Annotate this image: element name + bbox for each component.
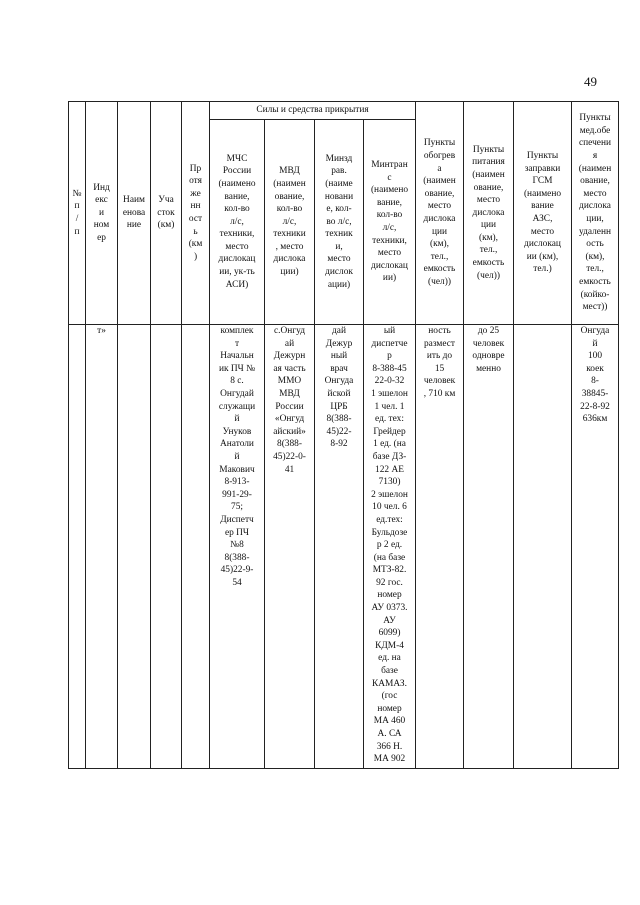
header-fuel: Пункты заправки ГСМ (наимено вание АЗС, место дислокац ии (км), тел.): [514, 102, 572, 325]
header-heating: Пункты обогрев а (наимен ование, место дислока ции (км), тел., емкость (чел)): [416, 102, 464, 325]
header-minzdrav: Минзд рав. (наиме новани е, кол- во л/с, техник и, место дислок ации): [315, 120, 364, 325]
cell-mvd: с.Онгуд ай Дежурн ая часть ММО МВД России «Онгуд айский» 8(388- 45)22-0- 41: [265, 325, 315, 769]
header-row-top: [69, 102, 619, 120]
header-forces-group: Силы и средства прикрытия: [210, 102, 416, 120]
cell-index: т»: [86, 325, 118, 769]
header-mvd: МВД (наимен ование, кол-во л/с, техники , место дислока ции): [265, 120, 315, 325]
cell-medical: Онгуда й 100 коек 8- 38845- 22-8-92 636км: [572, 325, 619, 769]
forces-table: [68, 101, 619, 769]
header-index: Инд екс и ном ер: [86, 102, 118, 325]
header-num: № п / п: [69, 102, 86, 325]
table-row: [69, 325, 619, 769]
header-food: Пункты питания (наимен ование, место дислока ции (км), тел., емкость (чел)): [464, 102, 514, 325]
header-medical: Пункты мед.обе спечени я (наимен ование, место дислока ции, удаленн ость (км), тел., емкость (койко- мест)): [572, 102, 619, 325]
cell-name: [118, 325, 151, 769]
header-section: Уча сток (км): [151, 102, 182, 325]
cell-section: [151, 325, 182, 769]
cell-mchs: комплек т Начальн ик ПЧ № 8 с. Онгудай служащи й Унуков Анатоли й Макович 8-913- 991-29- 75; Диспетч ер ПЧ №8 8(388- 45)22-9- 54: [210, 325, 265, 769]
header-mintrans: Минтран с (наимено вание, кол-во л/с, техники, место дислокац ии): [364, 120, 416, 325]
cell-food: до 25 человек одновре менно: [464, 325, 514, 769]
cell-minzdrav: дай Дежур ный врач Онгуда йской ЦРБ 8(388- 45)22- 8-92: [315, 325, 364, 769]
cell-mintrans: ый диспетче р 8-388-45 22-0-32 1 эшелон 1 чел. 1 ед. тех: Грейдер 1 ед. (на базе ДЗ- 122 АЕ 7130) 2 эшелон 10 чел. 6 ед.тех: Бульдозе р 2 ед. (на базе МТЗ-82. 92 гос. номер АУ 0373. АУ 6099) КДМ-4 ед. на базе КАМАЗ. (гос номер МА 460 А. СА 366 Н. МА 902: [364, 325, 416, 769]
cell-num: [69, 325, 86, 769]
header-mchs: МЧС России (наимено вание, кол-во л/с, техники, место дислокац ии, ук-ть АСИ): [210, 120, 265, 325]
page-number: 49: [584, 74, 597, 89]
header-length: Пр отя же нн ост ь (км ): [182, 102, 210, 325]
cell-length: [182, 325, 210, 769]
header-name: Наим енова ние: [118, 102, 151, 325]
cell-fuel: [514, 325, 572, 769]
cell-heating: ность размест ить до 15 человек , 710 км: [416, 325, 464, 769]
